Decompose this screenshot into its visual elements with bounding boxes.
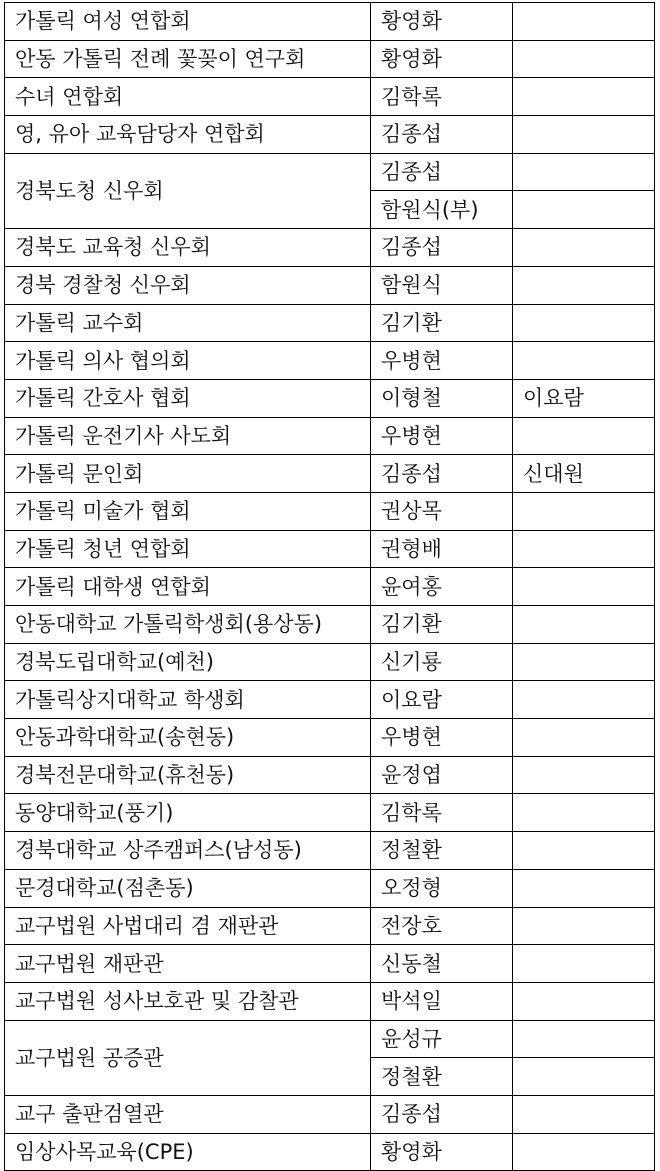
person-cell: 이요람 bbox=[371, 681, 513, 719]
person-cell: 김학록 bbox=[371, 78, 513, 116]
table-row bbox=[5, 78, 655, 116]
organization-cell: 경북도 교육청 신우회 bbox=[5, 229, 371, 267]
table-row bbox=[5, 3, 655, 41]
organization-cell: 가톨릭 청년 연합회 bbox=[5, 530, 371, 568]
table-row bbox=[5, 1133, 655, 1171]
assistant-cell bbox=[513, 1095, 655, 1133]
assistant-cell bbox=[513, 756, 655, 794]
assistant-cell bbox=[513, 832, 655, 870]
table-row bbox=[5, 568, 655, 606]
organization-cell: 영, 유아 교육담당자 연합회 bbox=[5, 116, 371, 154]
organization-cell: 가톨릭상지대학교 학생회 bbox=[5, 681, 371, 719]
organization-cell: 가톨릭 미술가 협회 bbox=[5, 492, 371, 530]
assistant-cell bbox=[513, 606, 655, 644]
person-cell: 김종섭 bbox=[371, 116, 513, 154]
table-row bbox=[5, 982, 655, 1020]
organization-cell: 경북전문대학교(휴천동) bbox=[5, 756, 371, 794]
table-row bbox=[5, 756, 655, 794]
person-cell: 우병현 bbox=[371, 417, 513, 455]
assistant-cell bbox=[513, 116, 655, 154]
organization-cell: 가톨릭 교수회 bbox=[5, 304, 371, 342]
table-row bbox=[5, 869, 655, 907]
assistant-cell bbox=[513, 1020, 655, 1058]
table-row bbox=[5, 945, 655, 983]
person-cell: 김종섭 bbox=[371, 1095, 513, 1133]
table-row bbox=[5, 794, 655, 832]
table-row bbox=[5, 907, 655, 945]
organization-cell: 안동대학교 가톨릭학생회(용상동) bbox=[5, 606, 371, 644]
organization-cell: 동양대학교(풍기) bbox=[5, 794, 371, 832]
table-row bbox=[5, 606, 655, 644]
person-cell: 김종섭 bbox=[371, 229, 513, 267]
assistant-cell bbox=[513, 1058, 655, 1096]
table-row bbox=[5, 1020, 655, 1058]
organization-cell: 가톨릭 간호사 협회 bbox=[5, 379, 371, 417]
table-row bbox=[5, 832, 655, 870]
table-row bbox=[5, 379, 655, 417]
person-cell: 권상목 bbox=[371, 492, 513, 530]
organization-cell: 교구법원 사법대리 겸 재판관 bbox=[5, 907, 371, 945]
assistant-cell bbox=[513, 945, 655, 983]
organization-cell: 안동과학대학교(송현동) bbox=[5, 719, 371, 757]
person-cell: 황영화 bbox=[371, 40, 513, 78]
person-cell: 우병현 bbox=[371, 719, 513, 757]
person-cell: 김학록 bbox=[371, 794, 513, 832]
table-row bbox=[5, 1095, 655, 1133]
person-cell: 윤정엽 bbox=[371, 756, 513, 794]
person-cell: 윤여홍 bbox=[371, 568, 513, 606]
organization-cell: 수녀 연합회 bbox=[5, 78, 371, 116]
assistant-cell bbox=[513, 907, 655, 945]
table-row bbox=[5, 719, 655, 757]
person-cell: 이형철 bbox=[371, 379, 513, 417]
organization-cell: 교구법원 공증관 bbox=[5, 1020, 371, 1095]
table-row bbox=[5, 229, 655, 267]
organization-cell: 교구 출판검열관 bbox=[5, 1095, 371, 1133]
assistant-cell bbox=[513, 982, 655, 1020]
table-row bbox=[5, 304, 655, 342]
organization-cell: 가톨릭 대학생 연합회 bbox=[5, 568, 371, 606]
assignment-table bbox=[4, 2, 655, 1171]
assistant-cell bbox=[513, 530, 655, 568]
organization-cell: 경북대학교 상주캠퍼스(남성동) bbox=[5, 832, 371, 870]
table-row bbox=[5, 492, 655, 530]
person-cell: 함원식 bbox=[371, 266, 513, 304]
person-cell: 박석일 bbox=[371, 982, 513, 1020]
table-row bbox=[5, 681, 655, 719]
organization-cell: 문경대학교(점촌동) bbox=[5, 869, 371, 907]
organization-cell: 가톨릭 의사 협의회 bbox=[5, 342, 371, 380]
assistant-cell bbox=[513, 1133, 655, 1171]
person-cell: 김종섭 bbox=[371, 455, 513, 493]
assistant-cell bbox=[513, 342, 655, 380]
person-cell: 김종섭 bbox=[371, 153, 513, 191]
organization-cell: 가톨릭 운전기사 사도회 bbox=[5, 417, 371, 455]
assistant-cell bbox=[513, 229, 655, 267]
organization-cell: 경북도립대학교(예천) bbox=[5, 643, 371, 681]
assistant-cell bbox=[513, 40, 655, 78]
assistant-cell bbox=[513, 78, 655, 116]
table-row bbox=[5, 116, 655, 154]
table-row bbox=[5, 530, 655, 568]
person-cell: 오정형 bbox=[371, 869, 513, 907]
table-row bbox=[5, 417, 655, 455]
assistant-cell: 이요람 bbox=[513, 379, 655, 417]
person-cell: 정철환 bbox=[371, 1058, 513, 1096]
assistant-cell bbox=[513, 3, 655, 41]
table-row bbox=[5, 266, 655, 304]
person-cell: 황영화 bbox=[371, 3, 513, 41]
person-cell: 김기환 bbox=[371, 304, 513, 342]
assistant-cell: 신대원 bbox=[513, 455, 655, 493]
table-row bbox=[5, 455, 655, 493]
person-cell: 권형배 bbox=[371, 530, 513, 568]
person-cell: 정철환 bbox=[371, 832, 513, 870]
person-cell: 황영화 bbox=[371, 1133, 513, 1171]
table-row bbox=[5, 153, 655, 191]
organization-cell: 경북 경찰청 신우회 bbox=[5, 266, 371, 304]
person-cell: 우병현 bbox=[371, 342, 513, 380]
table-body bbox=[5, 3, 655, 1171]
assistant-cell bbox=[513, 568, 655, 606]
person-cell: 김기환 bbox=[371, 606, 513, 644]
assistant-cell bbox=[513, 719, 655, 757]
table-row bbox=[5, 40, 655, 78]
organization-cell: 교구법원 재판관 bbox=[5, 945, 371, 983]
organization-cell: 경북도청 신우회 bbox=[5, 153, 371, 228]
organization-cell: 임상사목교육(CPE) bbox=[5, 1133, 371, 1171]
assistant-cell bbox=[513, 492, 655, 530]
assistant-cell bbox=[513, 681, 655, 719]
table-row bbox=[5, 643, 655, 681]
assistant-cell bbox=[513, 153, 655, 191]
assistant-cell bbox=[513, 643, 655, 681]
table-row bbox=[5, 342, 655, 380]
organization-cell: 가톨릭 여성 연합회 bbox=[5, 3, 371, 41]
organization-cell: 가톨릭 문인회 bbox=[5, 455, 371, 493]
person-cell: 신기룡 bbox=[371, 643, 513, 681]
assistant-cell bbox=[513, 417, 655, 455]
organization-cell: 안동 가톨릭 전례 꽃꽂이 연구회 bbox=[5, 40, 371, 78]
person-cell: 신동철 bbox=[371, 945, 513, 983]
person-cell: 전장호 bbox=[371, 907, 513, 945]
person-cell: 함원식(부) bbox=[371, 191, 513, 229]
assistant-cell bbox=[513, 869, 655, 907]
assistant-cell bbox=[513, 191, 655, 229]
assistant-cell bbox=[513, 266, 655, 304]
organization-cell: 교구법원 성사보호관 및 감찰관 bbox=[5, 982, 371, 1020]
assistant-cell bbox=[513, 304, 655, 342]
assistant-cell bbox=[513, 794, 655, 832]
person-cell: 윤성규 bbox=[371, 1020, 513, 1058]
